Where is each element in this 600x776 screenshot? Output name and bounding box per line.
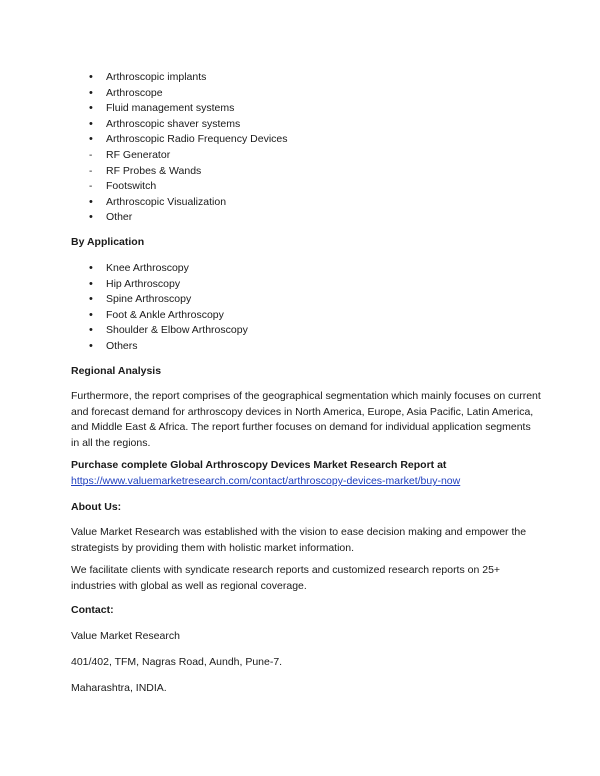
list-item: • Arthroscopic Visualization <box>89 195 288 211</box>
list-item: - RF Probes & Wands <box>89 164 288 180</box>
list-item: • Arthroscope <box>89 86 288 102</box>
list-item: • Knee Arthroscopy <box>89 261 248 277</box>
bullet-icon <box>89 210 99 226</box>
dash-icon <box>89 179 99 195</box>
contact-state: Maharashtra, INDIA. <box>71 682 167 694</box>
list-item: • Arthroscopic Radio Frequency Devices <box>89 132 288 148</box>
purchase-heading: Purchase complete Global Arthroscopy Devices Market Research Report at <box>71 459 447 471</box>
regional-analysis-paragraph: Furthermore, the report comprises of the geographical segmentation which mainly focuses on current and forecast demand for arthroscopy devices in North America, Europe, Asia Pacific, Latin America, and Middle East & Africa. The report further focuses on demand for individual application segments in all the regions. <box>71 390 541 449</box>
about-us-heading: About Us: <box>71 501 122 513</box>
bullet-icon <box>89 261 99 277</box>
product-type-list <box>89 70 288 226</box>
bullet-icon <box>89 195 99 211</box>
dash-icon <box>89 148 99 164</box>
bullet-icon <box>89 132 99 148</box>
bullet-icon <box>89 339 99 355</box>
about-us-paragraph-2: We facilitate clients with syndicate research reports and customized research reports on 25+ industries with global as well as regional coverage. <box>71 564 501 592</box>
list-item: • Arthroscopic shaver systems <box>89 117 288 133</box>
contact-address: 401/402, TFM, Nagras Road, Aundh, Pune-7. <box>71 656 283 668</box>
list-item: - Footswitch <box>89 179 288 195</box>
bullet-icon <box>89 70 99 86</box>
list-item: • Shoulder & Elbow Arthroscopy <box>89 323 248 339</box>
bullet-icon <box>89 292 99 308</box>
list-item: • Other <box>89 210 288 226</box>
list-item: • Foot & Ankle Arthroscopy <box>89 308 248 324</box>
regional-analysis-heading: Regional Analysis <box>71 365 162 377</box>
bullet-icon <box>89 86 99 102</box>
contact-heading: Contact: <box>71 604 114 616</box>
application-list <box>89 261 248 355</box>
bullet-icon <box>89 277 99 293</box>
list-item: • Hip Arthroscopy <box>89 277 248 293</box>
bullet-icon <box>89 323 99 339</box>
dash-icon <box>89 164 99 180</box>
contact-company: Value Market Research <box>71 630 180 642</box>
by-application-heading: By Application <box>71 236 145 248</box>
bullet-icon <box>89 117 99 133</box>
purchase-link[interactable]: https://www.valuemarketresearch.com/contact/arthroscopy-devices-market/buy-now <box>71 475 461 487</box>
list-item: • Arthroscopic implants <box>89 70 288 86</box>
bullet-icon <box>89 101 99 117</box>
list-item: • Others <box>89 339 248 355</box>
list-item: • Spine Arthroscopy <box>89 292 248 308</box>
list-item: • Fluid management systems <box>89 101 288 117</box>
list-item: - RF Generator <box>89 148 288 164</box>
bullet-icon <box>89 308 99 324</box>
about-us-paragraph-1: Value Market Research was established with the vision to ease decision making and empower the strategists by providing them with holistic market information. <box>71 526 527 554</box>
